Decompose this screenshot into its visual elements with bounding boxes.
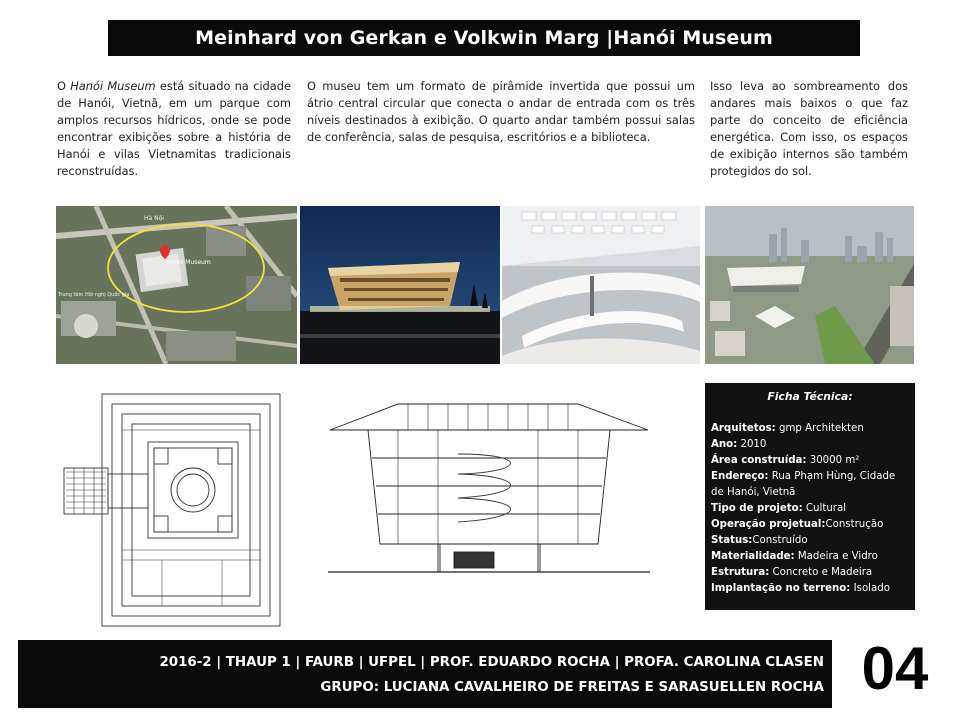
page-number: 04 (861, 635, 929, 702)
technical-sheet (705, 383, 915, 610)
floor-plan-drawing (62, 390, 284, 630)
intro-column-2 (307, 78, 695, 146)
footer-group-line: GRUPO: LUCIANA CAVALHEIRO DE FREITAS E SARASUELLEN ROCHA (320, 680, 824, 695)
footer-course-line: 2016-2 | THAUP 1 | FAURB | UFPEL | PROF. EDUARDO ROCHA | PROFA. CAROLINA CLASEN (159, 655, 824, 670)
museum-name: Hanói Museum (70, 79, 156, 93)
intro-col3-text: Isso leva ao sombreamento dos andares mais baixos o que faz parte do conceito de eficiência energética. Com isso, os espaços de exibição internos são também protegidos do sol. (710, 79, 908, 178)
ficha-row-structure: Estrutura: Concreto e Madeira (711, 567, 873, 578)
map-left-label: Trung tâm Hội nghị Quốc gia (58, 292, 130, 298)
building-section-drawing (328, 394, 650, 578)
intro-column-1 (57, 78, 291, 180)
ficha-row-year: Ano: 2010 (711, 439, 767, 450)
ficha-row-area: Área construída: 30000 m² (711, 455, 860, 466)
map-top-label: Hà Nội (144, 215, 164, 222)
page-title-bar (108, 20, 860, 56)
ficha-row-operation: Operação projetual:Construção (711, 519, 884, 530)
city-aerial-photo (705, 206, 914, 364)
ficha-row-architects: Arquitetos: gmp Architekten (711, 423, 864, 434)
page-title: Meinhard von Gerkan e Volkwin Marg |Hanói Museum (195, 27, 773, 49)
interior-ramp-photo (502, 206, 700, 364)
technical-sheet-title: Ficha Técnica: (767, 390, 853, 403)
ficha-row-materials: Materialidade: Madeira e Vidro (711, 551, 878, 562)
satellite-map-photo (56, 206, 297, 364)
ficha-row-address: Endereço: Rua Phạm Hùng, Cidade de Hanói, Vietnã (711, 471, 896, 498)
night-exterior-photo (300, 206, 500, 364)
ficha-row-project-type: Tipo de projeto: Cultural (711, 503, 847, 514)
footer-bar (18, 640, 832, 708)
ficha-row-implantation: Implantação no terreno: Isolado (711, 583, 890, 594)
ficha-row-status: Status:Construído (711, 535, 808, 546)
intro-col1-prefix: O (57, 79, 71, 93)
intro-column-3 (710, 78, 908, 180)
intro-col2-text: O museu tem um formato de pirâmide invertida que possui um átrio central circular que conecta o andar de entrada com os três níveis destinados à exibição. O quarto andar também possui salas de conferência, salas de pesquisa, escritórios e a biblioteca. (307, 79, 695, 144)
intro-col1-text: está situado na cidade de Hanói, Vietnã, em um parque com amplos recursos hídricos, onde se pode encontrar exibições sobre a história de Hanói e vilas Vietnamitas tradicionais reconstruídas. (57, 79, 291, 178)
map-museum-label: Hanoi Museum (166, 259, 211, 266)
